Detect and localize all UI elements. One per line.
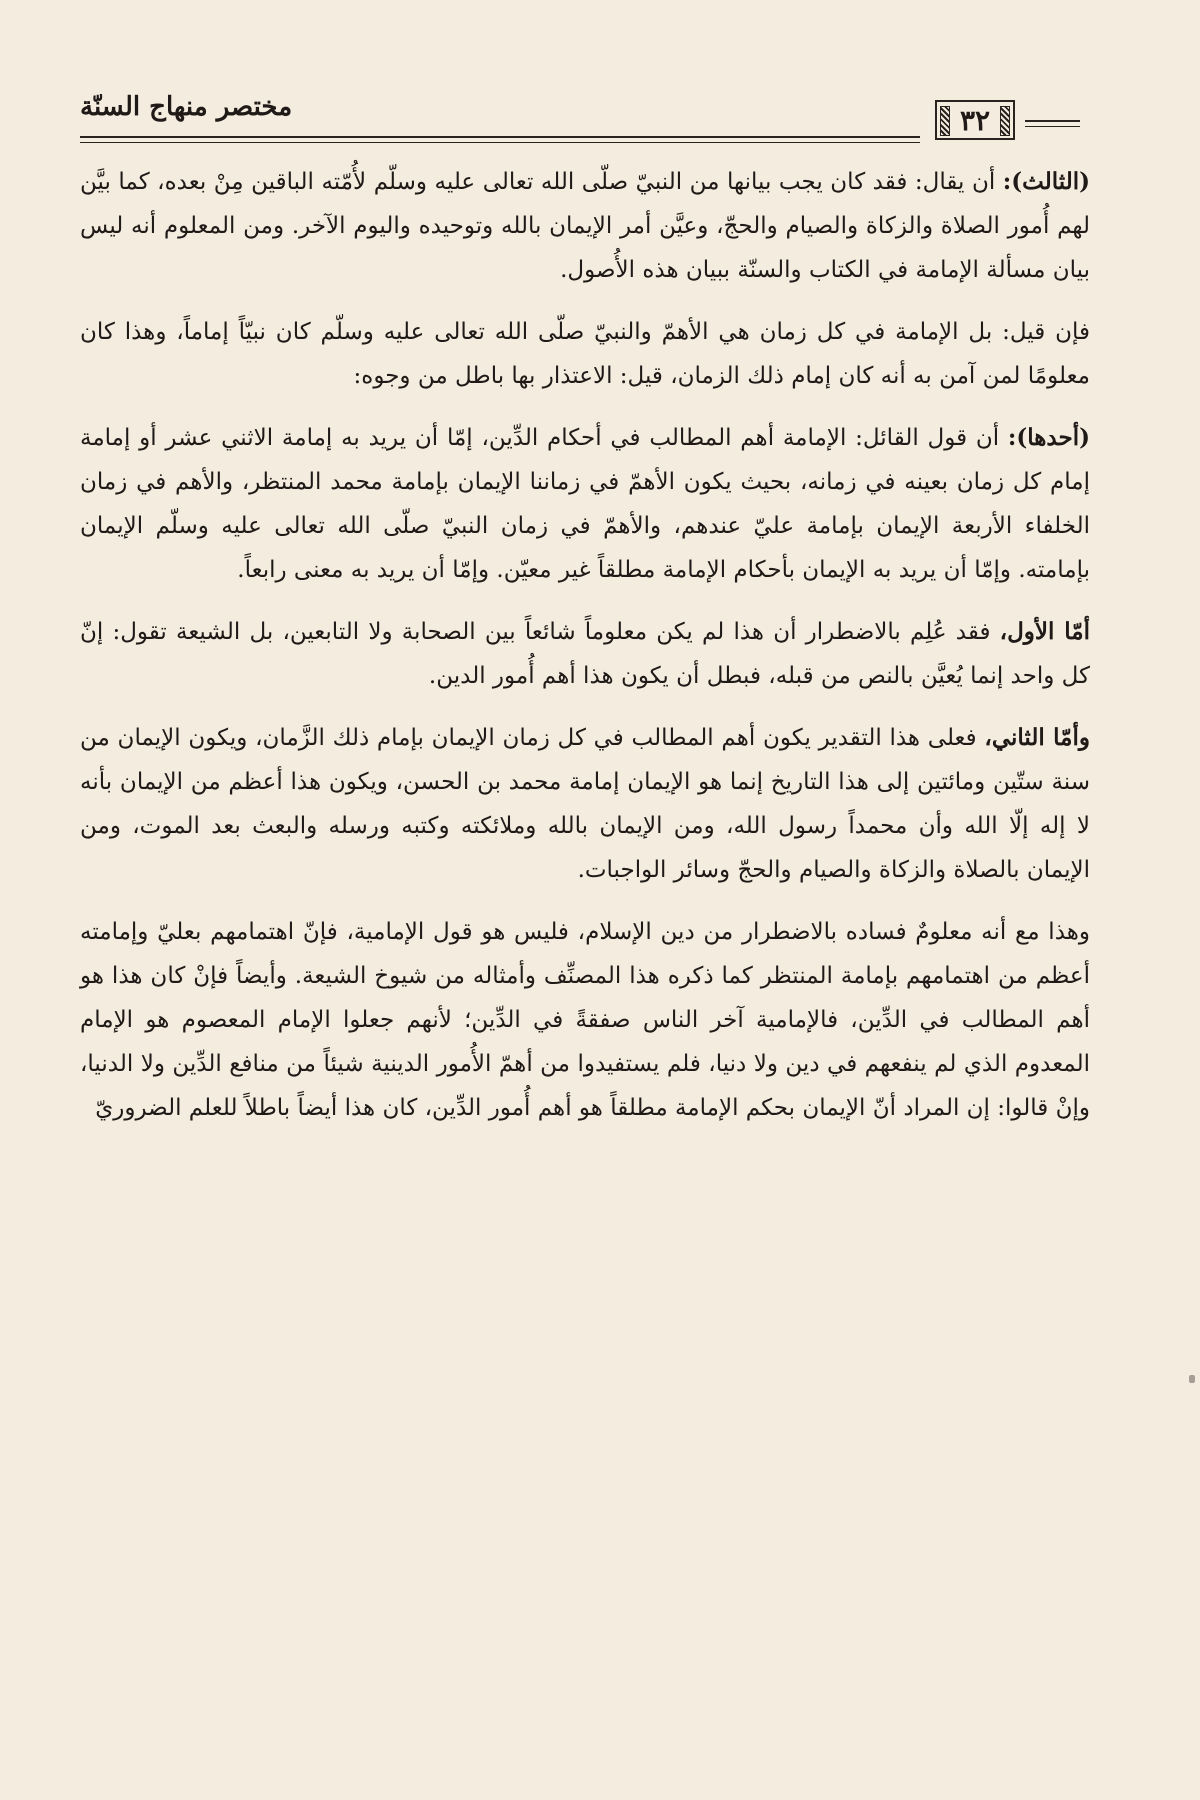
running-header <box>80 92 1080 152</box>
paragraph <box>80 610 1090 698</box>
book-title: مختصر منهاج السنّة <box>80 92 293 122</box>
header-rule-tail-thin <box>1025 126 1080 127</box>
paragraph-lead: أمّا الأول، <box>999 618 1090 645</box>
paragraph <box>80 416 1090 592</box>
paragraph-text: فعلى هذا التقدير يكون أهم المطالب في كل زمان الإيمان بإمام ذلك الزَّمان، ويكون الإيمان من سنة ستّين ومائتين إلى هذا التاريخ إنما هو الإيمان إمامة محمد بن الحسن، ويكون هذا أعظم من الإيمان بأنه لا إله إلّا الله وأن محمداً رسول الله، ومن الإيمان بالله وملائكته وكتبه ورسله والبعث بعد الموت، ومن الإيمان بالصلاة والزكاة والصيام والحجّ وسائر الواجبات. <box>80 725 1090 883</box>
page-number-frame <box>935 100 1015 140</box>
paragraph-lead: (الثالث): <box>1002 168 1090 195</box>
header-rule-tail <box>1025 120 1080 122</box>
header-rule-thin <box>80 142 920 143</box>
page-body <box>80 160 1090 1148</box>
margin-speck <box>1189 1375 1195 1383</box>
paragraph-lead: (أحدها): <box>1007 424 1090 451</box>
paragraph <box>80 310 1090 398</box>
paragraph-text: فقد عُلِم بالاضطرار أن هذا لم يكن معلوماً شائعاً بين الصحابة ولا التابعين، بل الشيعة تقول: إنّ كل واحد إنما يُعيَّن بالنص من قبله، فبطل أن يكون هذا أهم أُمور الدين. <box>80 619 1090 689</box>
paragraph <box>80 910 1090 1130</box>
paragraph-text: أن يقال: فقد كان يجب بيانها من النبيّ صلّى الله تعالى عليه وسلّم لأُمّته الباقين مِنْ بعده، كما بيَّن لهم أُمور الصلاة والزكاة والصيام والحجّ، وعيَّن أمر الإيمان بالله وتوحيده واليوم الآخر. ومن المعلوم أنه ليس بيان مسألة الإمامة في الكتاب والسنّة ببيان هذه الأُصول. <box>80 169 1090 283</box>
paragraph-lead: وأمّا الثاني، <box>984 724 1090 751</box>
paragraph-text: وهذا مع أنه معلومٌ فساده بالاضطرار من دين الإسلام، فليس هو قول الإمامية، فإنّ اهتمامهم بعليّ وإمامته أعظم من اهتمامهم بإمامة المنتظر كما ذكره هذا المصنِّف وأمثاله من شيوخ الشيعة. وأيضاً فإنْ كان هذا هو أهم المطالب في الدِّين، فالإمامية آخر الناس صفقةً في الدِّين؛ لأنهم جعلوا الإمام المعصوم هو الإمام المعدوم الذي لم ينفعهم في دين ولا دنيا، فلم يستفيدوا من أهمّ الأُمور الدينية شيئاً من منافع الدِّين ولا الدنيا، وإنْ قالوا: إن المراد أنّ الإيمان بحكم الإمامة مطلقاً هو أهم أُمور الدِّين، كان هذا أيضاً باطلاً للعلم الضروريّ <box>80 919 1090 1121</box>
paragraph-text: أن قول القائل: الإمامة أهم المطالب في أحكام الدِّين، إمّا أن يريد به إمامة الاثني عشر أو إمامة إمام كل زمان بعينه في زمانه، بحيث يكون الأهمّ في زماننا الإيمان بإمامة محمد المنتظر، والأهم في زمان الخلفاء الأربعة الإيمان بإمامة عليّ عندهم، والأهمّ في زمان النبيّ صلّى الله تعالى عليه وسلّم الإيمان بإمامته. وإمّا أن يريد به الإيمان بأحكام الإمامة مطلقاً غير معيّن. وإمّا أن يريد به معنى رابعاً. <box>80 425 1090 583</box>
page-number: ٣٢ <box>959 104 991 137</box>
paragraph-text: فإن قيل: بل الإمامة في كل زمان هي الأهمّ والنبيّ صلّى الله تعالى عليه وسلّم كان نبيّاً إماماً، وهذا كان معلومًا لمن آمن به أنه كان إمام ذلك الزمان، قيل: الاعتذار بها باطل من وجوه: <box>80 319 1090 389</box>
header-rule <box>80 136 920 138</box>
paragraph <box>80 160 1090 292</box>
paragraph <box>80 716 1090 892</box>
